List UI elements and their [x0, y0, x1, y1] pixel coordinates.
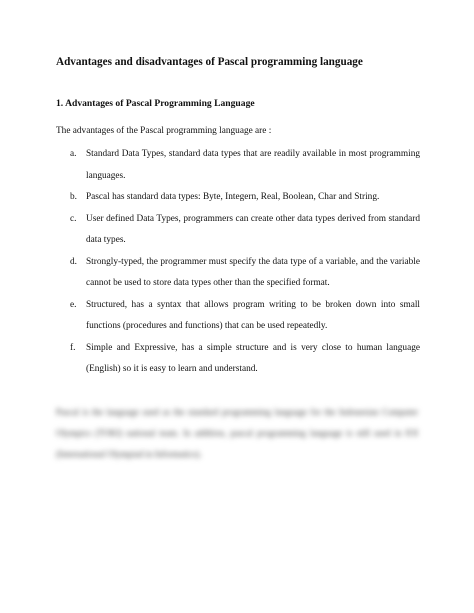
- list-item: [56, 209, 420, 252]
- intro-paragraph: The advantages of the Pascal programming language are :: [56, 126, 272, 136]
- list-item-text: Pascal has standard data types: Byte, Integern, Real, Boolean, Char and String.: [86, 192, 380, 202]
- list-marker: a.: [70, 149, 77, 159]
- list-marker: c.: [70, 213, 77, 224]
- list-item-text: Strongly-typed, the programmer must specify the data type of a variable, and the variable cannot be used to store data types other than the specified format.: [86, 256, 420, 288]
- advantages-list: [56, 144, 420, 381]
- list-item: [56, 295, 420, 338]
- list-marker: d.: [70, 256, 77, 267]
- list-item-text: Structured, has a syntax that allows program writing to be broken down into small functions (procedures and functions) that can be used repeatedly.: [86, 299, 420, 331]
- section-heading: 1. Advantages of Pascal Programming Language: [56, 98, 255, 109]
- list-marker: b.: [70, 192, 77, 202]
- blurred-paragraph: Pascal is the language used as the standard programming language for the Indonesian Computer Olympics (TOKI) national team. In addition, pascal programming language is still used in IOI (International Olympiad in Informatics).: [56, 407, 418, 459]
- list-item-text: Standard Data Types, standard data types that are readily available in most programming languages.: [86, 149, 420, 181]
- page-title: Advantages and disadvantages of Pascal programming language: [56, 56, 363, 68]
- list-item: [56, 338, 420, 381]
- list-item-text: Simple and Expressive, has a simple structure and is very close to human language (English) so it is easy to learn and understand.: [86, 342, 420, 374]
- list-marker: e.: [70, 299, 77, 310]
- list-item-text: User defined Data Types, programmers can create other data types derived from standard data types.: [86, 213, 420, 245]
- list-marker: f.: [70, 342, 76, 353]
- list-item: [56, 144, 420, 187]
- list-item: [56, 252, 420, 295]
- list-item: [56, 187, 420, 209]
